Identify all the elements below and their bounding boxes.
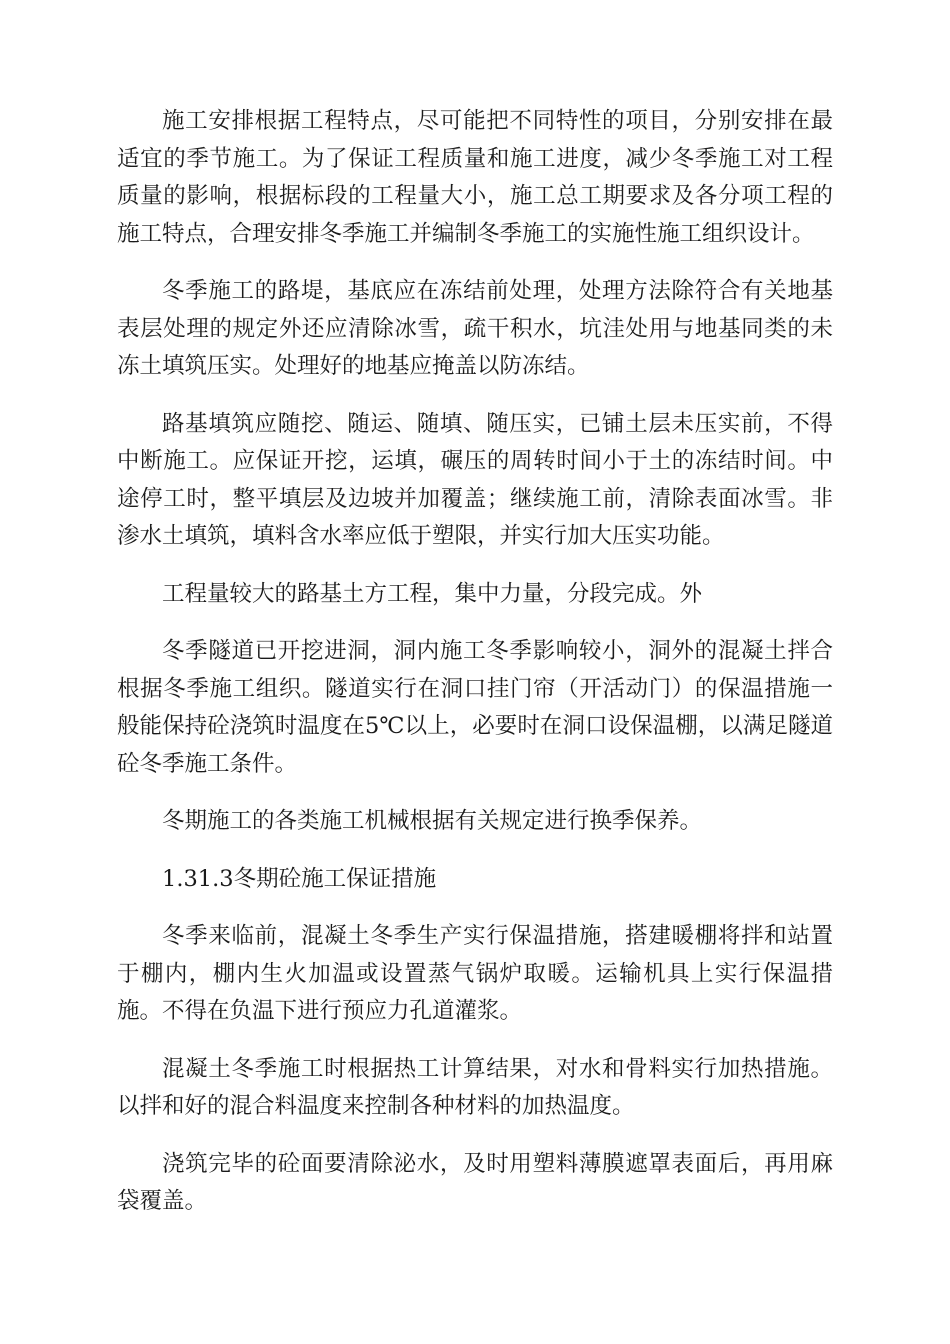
paragraph-winter-scheduling: 施工安排根据工程特点，尽可能把不同特性的项目，分别安排在最适宜的季节施工。为了保证工程质量和施工进度，减少冬季施工对工程质量的影响，根据标段的工程量大小，施工总工期要求及各分项工程的施工特点，合理安排冬季施工并编制冬季施工的实施性施工组织设计。 bbox=[117, 108, 833, 247]
document-page bbox=[117, 103, 833, 1241]
section-heading: 1.31.3冬期砼施工保证措施 bbox=[162, 865, 437, 892]
paragraph-tunnel: 冬季隧道已开挖进洞，洞内施工冬季影响较小，洞外的混凝土拌合根据冬季施工组织。隧道实行在洞口挂门帘（开活动门）的保温措施一般能保持砼浇筑时温度在5℃以上，必要时在洞口设保温棚，以满足隧道砼冬季施工条件。 bbox=[117, 638, 833, 777]
paragraph-concrete-covering: 浇筑完毕的砼面要清除泌水，及时用塑料薄膜遮罩表面后，再用麻袋覆盖。 bbox=[117, 1150, 833, 1214]
paragraph-earthwork: 工程量较大的路基土方工程，集中力量，分段完成。外 bbox=[162, 580, 703, 607]
paragraph-concrete-heating: 混凝土冬季施工时根据热工计算结果，对水和骨料实行加热措施。以拌和好的混合料温度来控制各种材料的加热温度。 bbox=[117, 1055, 833, 1119]
paragraph-embankment-base: 冬季施工的路堤，基底应在冻结前处理，处理方法除符合有关地基表层处理的规定外还应清除冰雪，疏干积水，坑洼处用与地基同类的未冻土填筑压实。处理好的地基应掩盖以防冻结。 bbox=[117, 278, 833, 379]
paragraph-concrete-preparation: 冬季来临前，混凝土冬季生产实行保温措施，搭建暖棚将拌和站置于棚内，棚内生火加温或设置蒸气锅炉取暖。运输机具上实行保温措施。不得在负温下进行预应力孔道灌浆。 bbox=[117, 923, 833, 1024]
paragraph-machinery: 冬期施工的各类施工机械根据有关规定进行换季保养。 bbox=[162, 808, 703, 834]
paragraph-subgrade-filling: 路基填筑应随挖、随运、随填、随压实，已铺土层未压实前，不得中断施工。应保证开挖，运填，碾压的周转时间小于土的冻结时间。中途停工时，整平填层及边坡并加覆盖；继续施工前，清除表面冰雪。非渗水土填筑，填料含水率应低于塑限，并实行加大压实功能。 bbox=[117, 410, 833, 549]
